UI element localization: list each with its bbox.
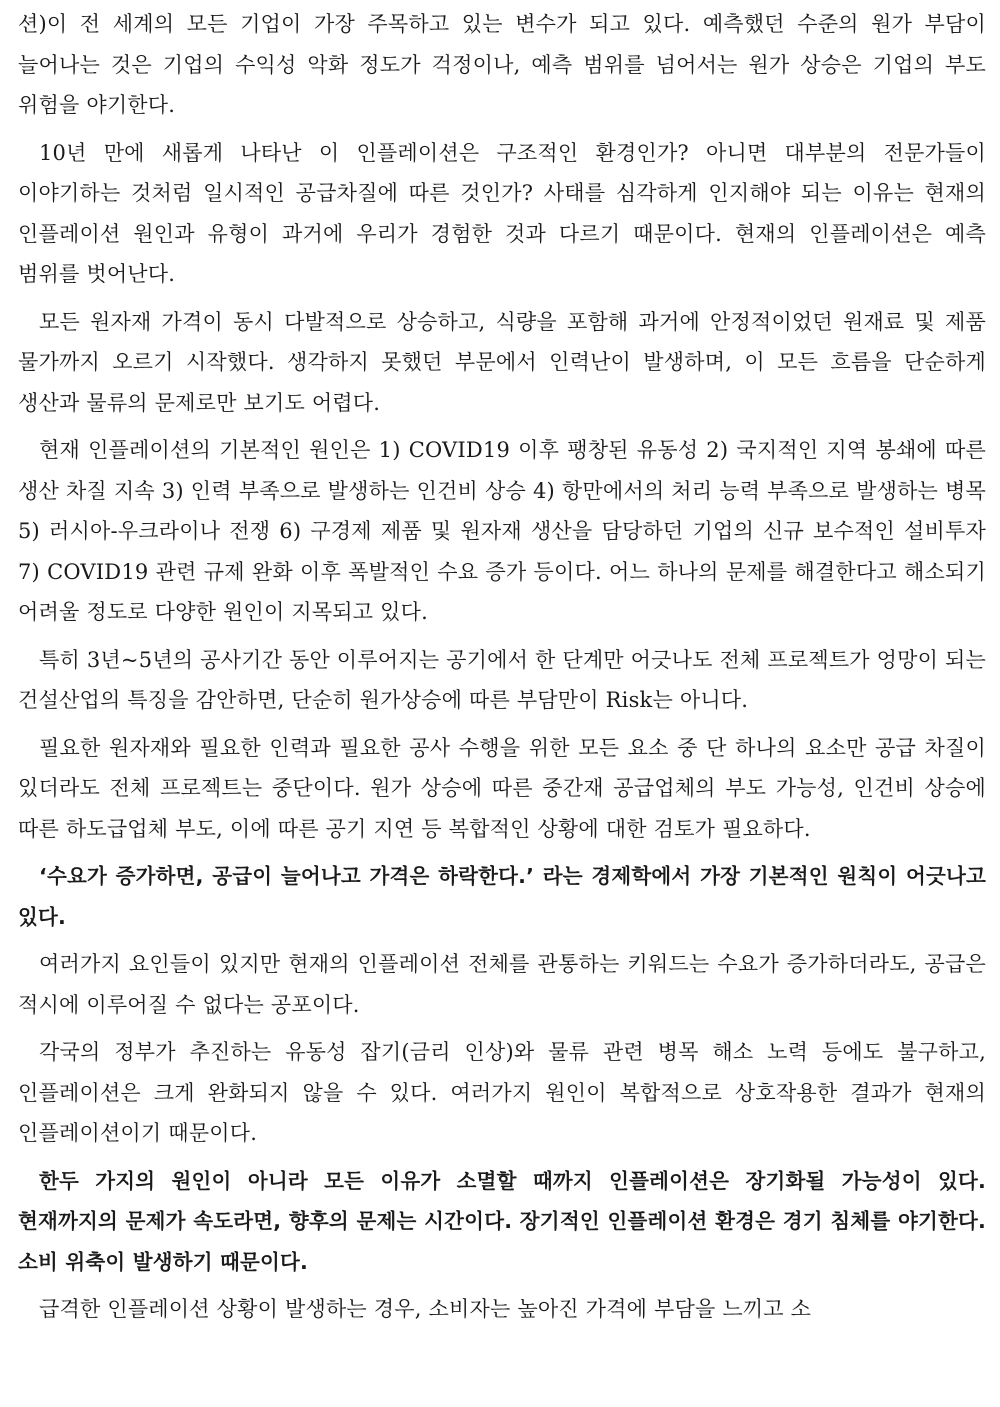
paragraph-inflation-causes: 현재 인플레이션의 기본적인 원인은 1) COVID19 이후 팽창된 유동성 2) 국지적인 지역 봉쇄에 따른 생산 차질 지속 3) 인력 부족으로 발생하는 인건비 상승 4) 항만에서의 처리 능력 부족으로 발생하는 병목 5) 러시아-우크라이나 전쟁 6) 구경제 제품 및 원자재 생산을 담당하던 기업의 신규 보수적인 설비투자 7) COVID19 관련 규제 완화 이후 폭발적인 수요 증가 등이다. 어느 하나의 문제를 해결한다고 해소되기 어려울 정도로 다양한 원인이 지목되고 있다. <box>18 438 986 624</box>
document-page <box>18 4 986 1337</box>
paragraph-structural-question: 10년 만에 새롭게 나타난 이 인플레이션은 구조적인 환경인가? 아니면 대부분의 전문가들이 이야기하는 것처럼 일시적인 공급차질에 따른 것인가? 사태를 심각하게 인지해야 되는 이유는 현재의 인플레이션 원인과 유형이 과거에 우리가 경험한 것과 다르기 때문이다. 현재의 인플레이션은 예측 범위를 벗어난다. <box>18 140 986 286</box>
paragraph-construction-industry: 특히 3년~5년의 공사기간 동안 이루어지는 공기에서 한 단계만 어긋나도 전체 프로젝트가 엉망이 되는 건설산업의 특징을 감안하면, 단순히 원가상승에 따른 부담만이 Risk는 아니다. <box>18 647 986 712</box>
paragraph-supply-fear: 여러가지 요인들이 있지만 현재의 인플레이션 전체를 관통하는 키워드는 수요가 증가하더라도, 공급은 적시에 이루어질 수 없다는 공포이다. <box>18 952 986 1017</box>
paragraph-prolonged-inflation: 한두 가지의 원인이 아니라 모든 이유가 소멸할 때까지 인플레이션은 장기화될 가능성이 있다. 현재까지의 문제가 속도라면, 향후의 문제는 시간이다. 장기적인 인플레이션 환경은 경기 침체를 야기한다. 소비 위축이 발생하기 때문이다. <box>18 1168 986 1274</box>
paragraph-cost-risk: 션)이 전 세계의 모든 기업이 가장 주목하고 있는 변수가 되고 있다. 예측했던 수준의 원가 부담이 늘어나는 것은 기업의 수익성 악화 정도가 걱정이나, 예측 범위를 넘어서는 원가 상승은 기업의 부도 위험을 야기한다. <box>18 12 986 117</box>
paragraph-supply-disruption: 필요한 원자재와 필요한 인력과 필요한 공사 수행을 위한 모든 요소 중 단 하나의 요소만 공급 차질이 있더라도 전체 프로젝트는 중단이다. 원가 상승에 따른 중간재 공급업체의 부도 가능성, 인건비 상승에 따른 하도급업체 부도, 이에 따른 공기 지연 등 복합적인 상황에 대한 검토가 필요하다. <box>18 735 986 841</box>
paragraph-raw-material-prices: 모든 원자재 가격이 동시 다발적으로 상승하고, 식량을 포함해 과거에 안정적이었던 원재료 및 제품 물가까지 오르기 시작했다. 생각하지 못했던 부문에서 인력난이 발생하며, 이 모든 흐름을 단순하게 생산과 물류의 문제로만 보기도 어렵다. <box>18 309 986 415</box>
paragraph-consumer-burden: 급격한 인플레이션 상황이 발생하는 경우, 소비자는 높아진 가격에 부담을 느끼고 소 <box>39 1297 812 1321</box>
paragraph-government-efforts: 각국의 정부가 추진하는 유동성 잡기(금리 인상)와 물류 관련 병목 해소 노력 등에도 불구하고, 인플레이션은 크게 완화되지 않을 수 있다. 여러가지 원인이 복합적으로 상호작용한 결과가 현재의 인플레이션이기 때문이다. <box>18 1040 986 1145</box>
paragraph-economics-principle: ‘수요가 증가하면, 공급이 늘어나고 가격은 하락한다.’ 라는 경제학에서 가장 기본적인 원칙이 어긋나고 있다. <box>18 864 986 929</box>
